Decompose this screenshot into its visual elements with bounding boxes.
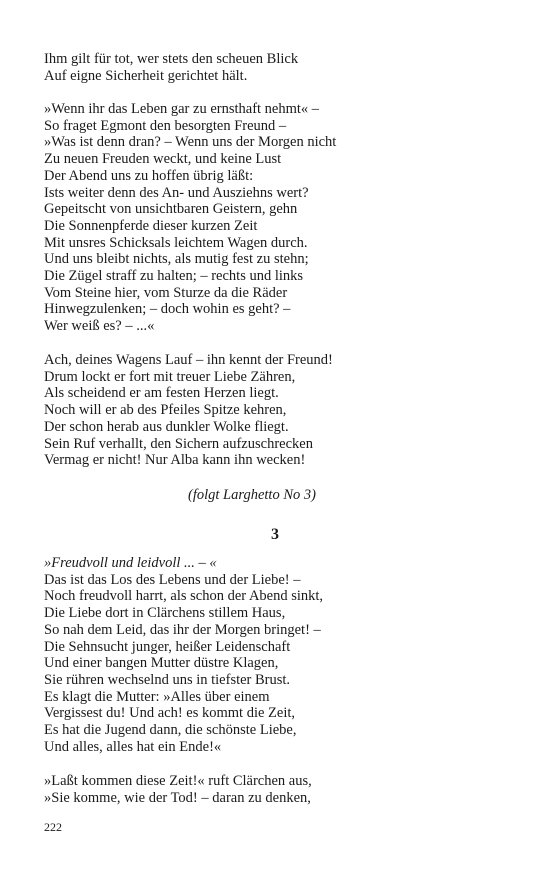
verse-line: »Sie komme, wie der Tod! – daran zu denken, (44, 789, 311, 806)
quote-italic: »Freudvoll und leidvoll ... – « (44, 555, 217, 571)
verse-line: Die Zügel straff zu halten; – rechts und links (44, 268, 304, 285)
verse-line: »Laßt kommen diese Zeit!« ruft Clärchen aus, (44, 773, 312, 789)
verse-line: Wer weiß es? – ...« (44, 318, 155, 335)
verse-line: Und alles, alles hat ein Ende!« (44, 738, 222, 755)
page-number: 222 (44, 820, 62, 834)
verse-line: So nah dem Leid, das ihr der Morgen bringet! – (44, 621, 321, 638)
stanza (44, 773, 312, 806)
verse-line: Vom Steine hier, vom Sturze da die Räder (44, 284, 288, 301)
verse-line: Zu neuen Freuden weckt, und keine Lust (44, 151, 282, 168)
verse-line: Und einer bangen Mutter düstre Klagen, (44, 655, 279, 672)
verse-line: Die Sonnenpferde dieser kurzen Zeit (44, 217, 258, 234)
verse-line: Ach, deines Wagens Lauf – ihn kennt der Freund! (44, 352, 333, 368)
stanza (44, 352, 333, 469)
section-number: 3 (271, 526, 279, 543)
verse-line: Ists weiter denn des An- und Ausziehns wert? (44, 184, 309, 201)
verse-line: Die Sehnsucht junger, heißer Leidenschaft (44, 638, 291, 655)
verse-line: Es klagt die Mutter: »Alles über einem (44, 688, 270, 705)
verse-line: So fraget Egmont den besorgten Freund – (44, 117, 287, 134)
stage-note: (folgt Larghetto No 3) (188, 487, 316, 503)
verse-line: Sein Ruf verhallt, den Sichern aufzuschrecken (44, 435, 313, 452)
verse-line: Vermag er nicht! Nur Alba kann ihn wecken! (44, 452, 306, 469)
verse-line: »Wenn ihr das Leben gar zu ernsthaft nehmt« – (44, 101, 320, 117)
verse-line: Gepeitscht von unsichtbaren Geistern, gehn (44, 201, 298, 218)
verse-line: Sie rühren wechselnd uns in tiefster Brust. (44, 671, 291, 688)
verse-line: Hinwegzulenken; – doch wohin es geht? – (44, 301, 291, 318)
verse-line: Auf eigne Sicherheit gerichtet hält. (44, 67, 248, 84)
stanza (44, 101, 336, 335)
verse-line-quote (44, 555, 323, 572)
verse-line: Und uns bleibt nichts, als mutig fest zu stehn; (44, 251, 309, 268)
verse-line: Drum lockt er fort mit treuer Liebe Zähren, (44, 368, 296, 385)
stanza (44, 555, 323, 755)
verse-line: Der Abend uns zu hoffen übrig läßt: (44, 167, 254, 184)
verse-line: Vergissest du! Und ach! es kommt die Zeit, (44, 705, 296, 722)
verse-line: Noch freudvoll harrt, als schon der Abend sinkt, (44, 588, 324, 605)
verse-line: Der schon herab aus dunkler Wolke fliegt. (44, 418, 289, 435)
verse-line: »Was ist denn dran? – Wenn uns der Morgen nicht (44, 134, 337, 151)
verse-line: Als scheidend er am festen Herzen liegt. (44, 385, 279, 402)
verse-line: Noch will er ab des Pfeiles Spitze kehren, (44, 402, 287, 419)
verse-line: Mit unsres Schicksals leichtem Wagen durch. (44, 234, 308, 251)
stanza (44, 51, 298, 84)
verse-line: Die Liebe dort in Clärchens stillem Haus, (44, 605, 286, 622)
verse-line: Es hat die Jugend dann, die schönste Liebe, (44, 722, 297, 739)
verse-line: Das ist das Los des Lebens und der Liebe! – (44, 571, 301, 588)
verse-line: Ihm gilt für tot, wer stets den scheuen Blick (44, 51, 299, 67)
